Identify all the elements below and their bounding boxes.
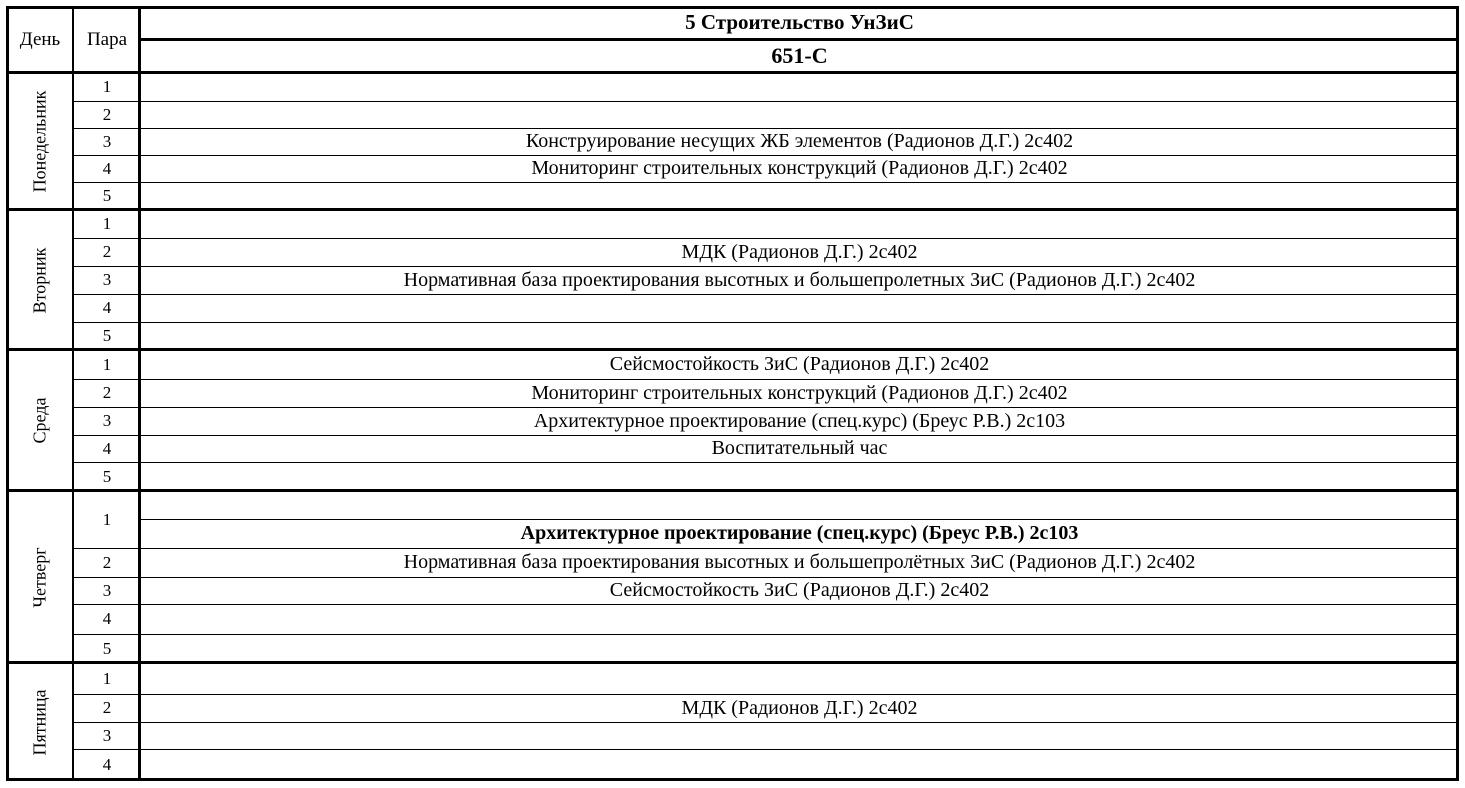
pair-number: 1 bbox=[102, 214, 112, 233]
pair-number: 1 bbox=[102, 509, 112, 529]
day-column-header: День bbox=[19, 28, 61, 50]
lesson-cell: Мониторинг строительных конструкций (Радионов Д.Г.) 2с402 bbox=[531, 381, 1068, 404]
row-divider bbox=[74, 694, 1459, 695]
lesson-cell: МДК (Радионов Д.Г.) 2с402 bbox=[681, 696, 918, 719]
pair-number: 1 bbox=[102, 668, 112, 688]
table-border bbox=[6, 778, 1459, 781]
lesson-cell: Сейсмостойкость ЗиС (Радионов Д.Г.) 2с402 bbox=[609, 353, 990, 375]
day-divider bbox=[6, 348, 1459, 351]
schedule-table bbox=[6, 6, 1459, 781]
lesson-cell: Нормативная база проектирования высотных и большепролетных ЗиС (Радионов Д.Г.) 2с402 bbox=[403, 268, 1196, 291]
day-divider bbox=[6, 661, 1459, 664]
column-divider bbox=[72, 6, 74, 781]
pair-number: 3 bbox=[102, 270, 112, 289]
lesson-cell bbox=[140, 722, 1459, 749]
schedule-title: 5 Строительство УнЗиС bbox=[685, 10, 914, 34]
lesson-cell: Сейсмостойкость ЗиС (Радионов Д.Г.) 2с402 bbox=[609, 579, 990, 601]
lesson-cell: Мониторинг строительных конструкций (Радионов Д.Г.) 2с402 bbox=[531, 157, 1068, 179]
day-label: Вторник bbox=[29, 247, 50, 313]
pair-number: 5 bbox=[102, 466, 112, 486]
day-label: Четверг bbox=[29, 546, 50, 608]
pair-column-header: Пара bbox=[86, 28, 128, 50]
row-divider bbox=[74, 101, 1459, 102]
lesson-cell: Конструирование несущих ЖБ элементов (Радионов Д.Г.) 2с402 bbox=[525, 130, 1074, 152]
row-divider bbox=[74, 407, 1459, 408]
lesson-cell bbox=[140, 322, 1459, 350]
row-divider bbox=[74, 462, 1459, 463]
row-divider bbox=[74, 435, 1459, 436]
lesson-cell: МДК (Радионов Д.Г.) 2с402 bbox=[681, 240, 918, 263]
row-divider bbox=[74, 634, 1459, 635]
lesson-cell bbox=[140, 73, 1459, 101]
pair-number: 3 bbox=[102, 131, 112, 151]
pair-number: 5 bbox=[102, 186, 112, 205]
header-divider bbox=[140, 38, 1459, 41]
row-divider bbox=[74, 548, 1459, 549]
lesson-cell bbox=[140, 462, 1459, 491]
row-divider bbox=[74, 155, 1459, 156]
lesson-cell: Нормативная база проектирования высотных и большепролётных ЗиС (Радионов Д.Г.) 2с402 bbox=[403, 551, 1196, 573]
row-divider bbox=[74, 604, 1459, 605]
lesson-cell: Архитектурное проектирование (спец.курс) (Бреус Р.В.) 2с103 bbox=[533, 409, 1066, 432]
pair-number: 5 bbox=[102, 638, 112, 658]
lesson-cell bbox=[140, 294, 1459, 322]
row-divider bbox=[74, 128, 1459, 129]
pair-number: 3 bbox=[102, 725, 112, 745]
row-divider bbox=[74, 266, 1459, 267]
lesson-cell-subgroup: Архитектурное проектирование (спец.курс) (Бреус Р.В.) 2с103 bbox=[520, 522, 1079, 544]
lesson-cell: Воспитательный час bbox=[711, 437, 888, 459]
lesson-cell bbox=[140, 749, 1459, 781]
row-divider bbox=[140, 519, 1459, 520]
lesson-cell bbox=[140, 182, 1459, 210]
pair-number: 3 bbox=[102, 411, 112, 430]
row-divider bbox=[74, 749, 1459, 750]
lesson-cell bbox=[140, 604, 1459, 634]
pair-number: 1 bbox=[102, 354, 112, 374]
pair-number: 4 bbox=[102, 158, 112, 178]
table-border bbox=[6, 6, 9, 781]
row-divider bbox=[74, 238, 1459, 239]
row-divider bbox=[74, 379, 1459, 380]
row-divider bbox=[74, 322, 1459, 323]
pair-number: 2 bbox=[102, 552, 112, 572]
pair-number: 3 bbox=[102, 580, 112, 600]
pair-number: 2 bbox=[102, 383, 112, 402]
day-label: Понедельник bbox=[29, 90, 50, 193]
table-border bbox=[1456, 6, 1459, 781]
pair-number: 4 bbox=[102, 298, 112, 317]
lesson-cell bbox=[140, 634, 1459, 663]
group-name: 651-С bbox=[771, 43, 828, 68]
day-divider bbox=[6, 208, 1459, 211]
lesson-cell bbox=[140, 101, 1459, 128]
pair-number: 4 bbox=[102, 609, 112, 628]
lesson-cell bbox=[140, 491, 1459, 519]
pair-number: 2 bbox=[102, 242, 112, 261]
row-divider bbox=[74, 577, 1459, 578]
column-divider bbox=[138, 6, 141, 781]
pair-number: 4 bbox=[102, 438, 112, 458]
lesson-cell bbox=[140, 210, 1459, 238]
pair-number: 2 bbox=[102, 698, 112, 717]
pair-number: 5 bbox=[102, 326, 112, 345]
day-label: Пятница bbox=[29, 688, 50, 756]
pair-number: 2 bbox=[102, 104, 112, 124]
day-label: Среда bbox=[29, 397, 50, 444]
row-divider bbox=[74, 722, 1459, 723]
row-divider bbox=[74, 182, 1459, 183]
day-divider bbox=[6, 489, 1459, 492]
table-border bbox=[6, 6, 1459, 9]
pair-number: 1 bbox=[102, 77, 112, 96]
row-divider bbox=[74, 294, 1459, 295]
pair-number: 4 bbox=[102, 755, 112, 774]
lesson-cell bbox=[140, 663, 1459, 694]
header-divider bbox=[6, 71, 1459, 74]
